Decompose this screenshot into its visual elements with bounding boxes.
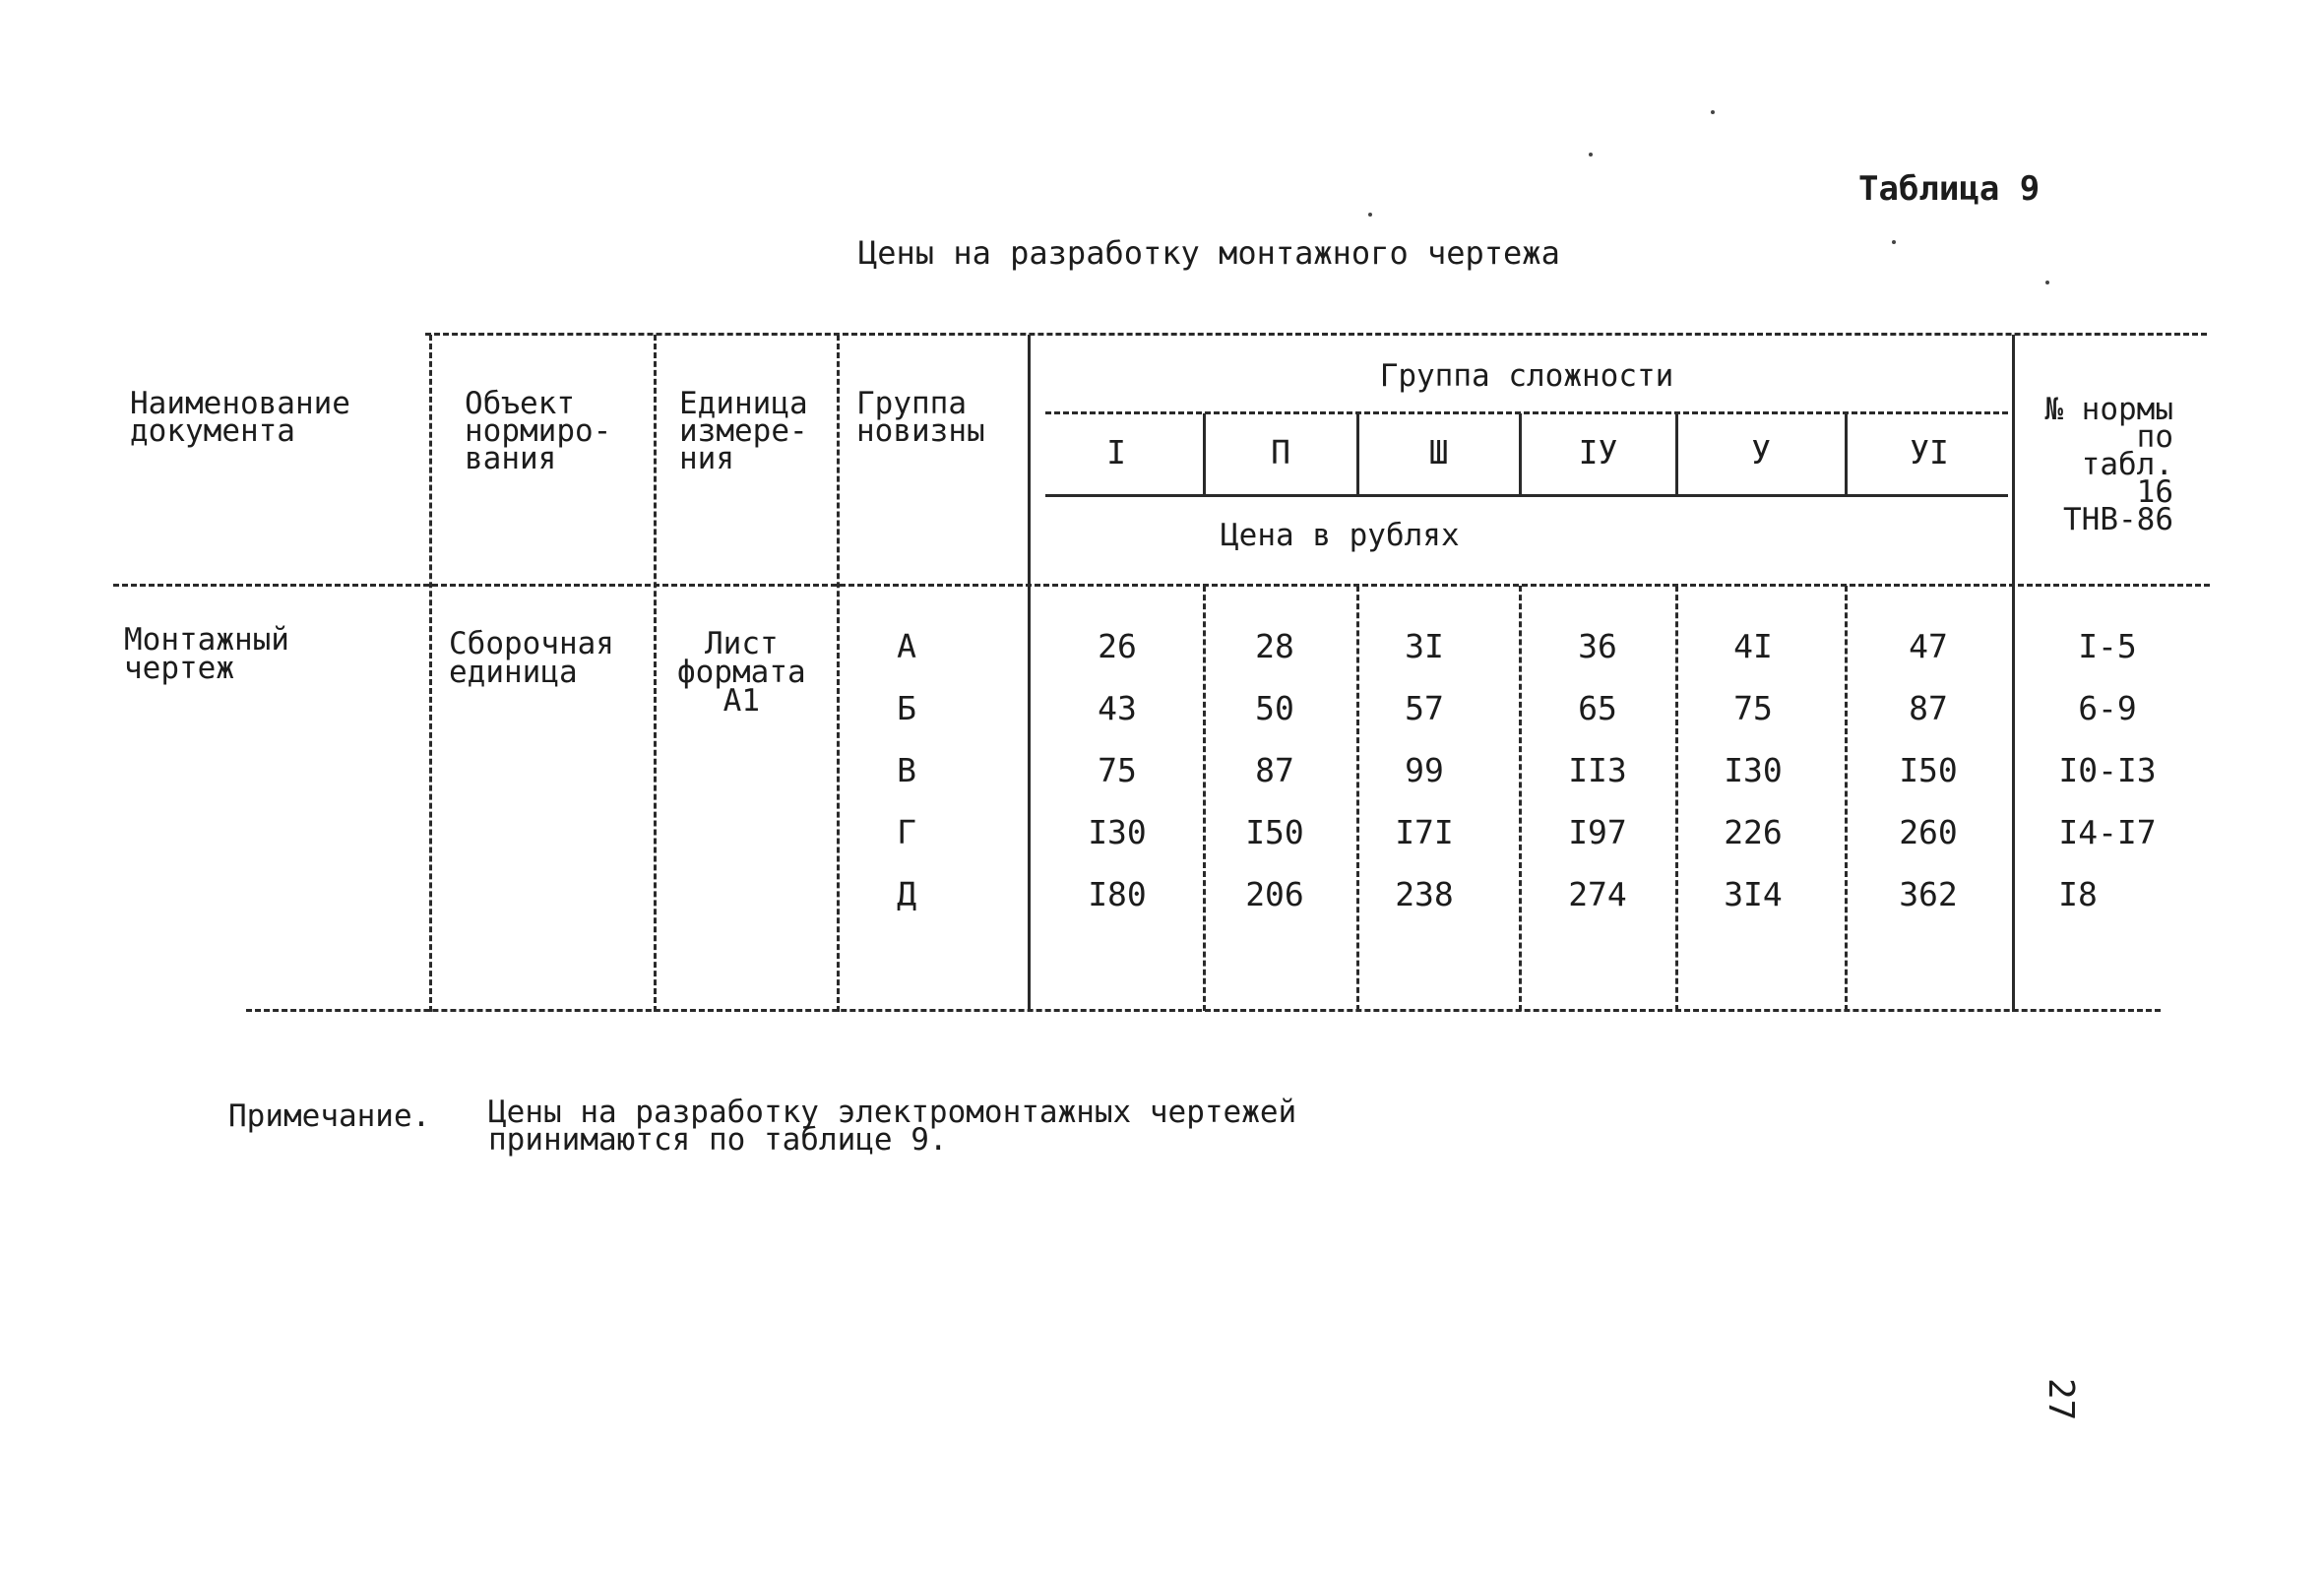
cell-price: I97 <box>1568 813 1627 851</box>
cell-novelty: Г <box>897 813 916 851</box>
complexity-group-rule <box>1045 411 2008 414</box>
cell-price: II3 <box>1568 751 1627 789</box>
cell-price: 87 <box>1909 689 1948 727</box>
cell-price: 75 <box>1733 689 1773 727</box>
col-rule-2 <box>654 335 657 1012</box>
cell-price: 47 <box>1909 627 1948 665</box>
page-number: 27 <box>2041 1378 2081 1421</box>
col-rule-5b <box>1203 586 1206 1011</box>
col-rule-9b <box>1845 586 1848 1011</box>
cell-price: I30 <box>1724 751 1783 789</box>
scan-speck <box>1711 110 1715 114</box>
cell-norm: 6-9 <box>2078 689 2137 727</box>
table-number: Таблица 9 <box>1858 169 2041 209</box>
cell-price: 99 <box>1405 751 1444 789</box>
cell-price: 274 <box>1568 875 1627 913</box>
col-rule-3 <box>837 335 840 1012</box>
col-rule-8b <box>1675 586 1678 1011</box>
header-novelty: Группа новизны <box>856 386 985 449</box>
cell-norm: I4-I7 <box>2058 813 2157 851</box>
header-unit: Единица измере- ния <box>679 386 808 476</box>
cell-price: 3I <box>1405 627 1444 665</box>
cell-price: 26 <box>1098 627 1137 665</box>
cell-price: 36 <box>1578 627 1617 665</box>
cell-price: 238 <box>1395 875 1454 913</box>
scan-speck <box>1892 240 1896 244</box>
cell-novelty: А <box>897 627 916 665</box>
cell-price: 50 <box>1255 689 1294 727</box>
header-complexity-5: У <box>1751 433 1771 471</box>
header-norm-ref: № нормы по табл. 16 ТНВ-86 <box>2044 392 2173 537</box>
cell-price: 28 <box>1255 627 1294 665</box>
cell-unit: Лист формата А1 <box>677 626 806 719</box>
cell-novelty: Б <box>897 689 916 727</box>
header-doc-name: Наименование документа <box>130 386 350 449</box>
complexity-numbers-rule <box>1045 494 2008 497</box>
cell-price: 260 <box>1899 813 1958 851</box>
cell-price: 226 <box>1724 813 1783 851</box>
cell-price: 65 <box>1578 689 1617 727</box>
header-complexity: Группа сложности <box>1379 358 1674 394</box>
cell-price: I30 <box>1088 813 1147 851</box>
col-rule-10 <box>2012 335 2015 1012</box>
header-complexity-4: IУ <box>1578 433 1618 471</box>
col-rule-1 <box>429 335 432 1012</box>
header-complexity-3: Ш <box>1428 433 1449 471</box>
cell-price: 3I4 <box>1724 875 1783 913</box>
cell-price: 57 <box>1405 689 1444 727</box>
header-object: Объект нормиро- вания <box>465 386 612 476</box>
cell-price: I80 <box>1088 875 1147 913</box>
cell-doc-name: Монтажный чертеж <box>124 622 289 686</box>
scan-speck <box>1368 213 1372 217</box>
cell-price: I50 <box>1245 813 1304 851</box>
scan-speck <box>2045 281 2049 284</box>
scan-speck <box>1589 153 1593 157</box>
cell-object: Сборочная единица <box>449 626 614 690</box>
cell-price: I50 <box>1899 751 1958 789</box>
header-bottom-rule <box>113 584 2210 587</box>
note-label: Примечание. <box>228 1098 431 1134</box>
cell-price: 87 <box>1255 751 1294 789</box>
cell-price: 75 <box>1098 751 1137 789</box>
cell-price: I7I <box>1395 813 1454 851</box>
table-title: Цены на разработку монтажного чертежа <box>858 234 1560 272</box>
header-price-caption: Цена в рублях <box>1221 518 1460 553</box>
cell-price: 4I <box>1733 627 1773 665</box>
cell-novelty: В <box>897 751 916 789</box>
cell-norm: I8 <box>2058 875 2098 913</box>
table-top-rule <box>425 333 2207 336</box>
header-complexity-1: I <box>1106 433 1126 471</box>
note-text: Цены на разработку электромонтажных чертежей принимаются по таблице 9. <box>488 1095 1297 1158</box>
col-rule-6b <box>1356 586 1359 1011</box>
header-complexity-6: УI <box>1910 433 1949 471</box>
header-complexity-2: П <box>1271 433 1290 471</box>
cell-price: 362 <box>1899 875 1958 913</box>
cell-price: 43 <box>1098 689 1137 727</box>
cell-price: 206 <box>1245 875 1304 913</box>
col-rule-7b <box>1519 586 1522 1011</box>
cell-norm: I0-I3 <box>2058 751 2157 789</box>
cell-norm: I-5 <box>2078 627 2137 665</box>
cell-novelty: Д <box>897 875 916 913</box>
